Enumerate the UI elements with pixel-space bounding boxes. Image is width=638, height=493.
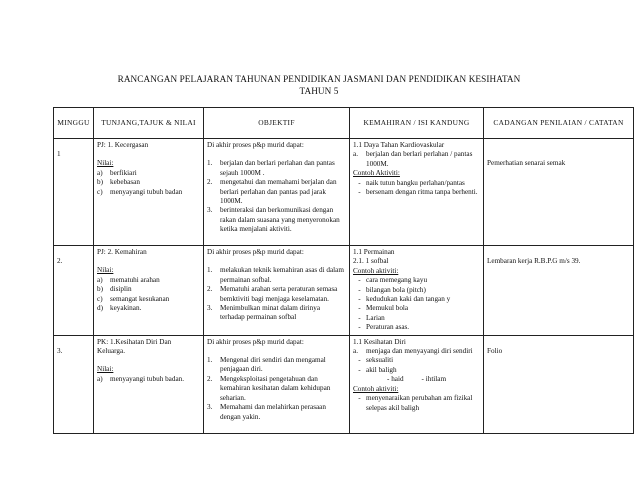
list-item: a. berjalan dan berlari perlahan / pantas 1000M. [353, 150, 473, 168]
kemahiran-cell [350, 335, 484, 433]
list-item: 1. Mengenal diri sendiri dan mengamal penjagaan diri. [207, 356, 326, 374]
tajuk-title: PJ: 2. Kemahiran [97, 248, 147, 256]
kemahiran-sub [353, 347, 480, 356]
list-item: b) kebebasan [97, 178, 140, 187]
title-line-1: RANCANGAN PELAJARAN TAHUNAN PENDIDIKAN JASMANI DAN PENDIDIKAN KESIHATAN [117, 74, 521, 84]
objektif-cell [204, 246, 350, 336]
haid-line: - haid - ihtilam [387, 375, 447, 384]
list-item: a) menyayangi tubuh badan. [97, 374, 185, 383]
list-item: - bilangan bola (pitch) [353, 286, 480, 295]
objektif-cell [204, 335, 350, 433]
contoh-label: Contoh Aktiviti: [353, 169, 400, 178]
contoh-pre-list [353, 356, 480, 375]
list-item: 3. Menimbulkan minat dalam dirinya terhadap permainan sofbal [207, 304, 321, 322]
header-kemahiran: KEMAHIRAN / ISI KANDUNG [350, 108, 484, 139]
penilaian-cell [484, 246, 634, 336]
nilai-label: Nilai: [97, 266, 114, 275]
contoh-list [353, 179, 480, 198]
penilaian-text: Lembaran kerja R.B.P.G m/s 39. [487, 257, 581, 265]
penilaian-text: Folio [487, 346, 503, 355]
list-item: a) berfikiari [97, 168, 137, 177]
header-row [54, 108, 634, 139]
tajuk-cell [94, 335, 204, 433]
objektif-cell [204, 139, 350, 246]
list-item: - Peraturan asas. [353, 323, 480, 332]
minggu-cell: 2. [54, 246, 94, 336]
list-item: a) mematuhi arahan [97, 275, 160, 284]
document-title [0, 73, 638, 97]
list-item: 2. mengetahui dan memahami berjalan dan berlari perlahan dan pantas pad jarak 1000M. [207, 178, 337, 206]
minggu-cell: 3. [54, 335, 94, 433]
title-line-2: TAHUN 5 [299, 86, 339, 96]
nilai-list [97, 169, 200, 197]
list-item: b) disiplin [97, 285, 132, 294]
penilaian-cell [484, 139, 634, 246]
objektif-intro: Di akhir proses p&p murid dapat: [207, 248, 304, 256]
header-minggu: MINGGU [54, 108, 94, 139]
minggu-cell: 1 [54, 139, 94, 246]
contoh-label: Contoh aktiviti: [353, 384, 399, 393]
list-item: - bersenam dengan ritma tanpa berhenti. [353, 188, 480, 197]
list-item: 1. berjalan dan berlari perlahan dan pantas sejauh 1000M . [207, 159, 335, 177]
table-row [54, 139, 634, 246]
tajuk-title: PK: 1.Kesihatan Diri Dan Keluarga. [97, 337, 172, 356]
nilai-list [97, 375, 200, 384]
tajuk-cell [94, 139, 204, 246]
list-item: 3. berinteraksi dan berkomunikasi dengan rakan dalam suasana yang menyeronokan ketika menjalani aktiviti. [207, 206, 340, 234]
list-item: 2. Mengeksploitasi pengetahuan dan kemahiran kesihatan dalam kehidupan seharian. [207, 374, 331, 402]
kemahiran-cell [350, 246, 484, 336]
header-objektif: OBJEKTIF [204, 108, 350, 139]
list-item: 1. melakukan teknik kemahiran asas di dalam permainan sofbal. [207, 266, 344, 284]
kemahiran-sub [353, 150, 480, 169]
list-item: - Larian [353, 314, 480, 323]
contoh-list [353, 276, 480, 332]
list-item: a. menjaga dan menyayangi diri sendiri [353, 347, 473, 356]
header-tunjang: TUNJANG,TAJUK & NILAI [94, 108, 204, 139]
objektif-list [207, 266, 346, 322]
objektif-list [207, 356, 346, 422]
contoh-label: Contoh aktiviti: [353, 266, 399, 275]
nilai-label: Nilai: [97, 159, 114, 168]
list-item: 3. Memahami dan melahirkan perasaan dengan yakin. [207, 403, 326, 421]
contoh-list [353, 394, 480, 413]
kemahiran-head-2: 2.1. 1 sofbal [353, 257, 389, 266]
nilai-list [97, 276, 200, 314]
kemahiran-head: 1.1 Kesihatan Diri [353, 337, 406, 346]
kemahiran-cell [350, 139, 484, 246]
kemahiran-head: 1.1 Daya Tahan Kardiovaskular [353, 141, 445, 149]
list-item: - naik tutun bangku perlahan/pantas [353, 179, 480, 188]
list-item: - kedudukan kaki dan tangan y [353, 295, 480, 304]
table-row [54, 335, 634, 433]
list-item: - cara memegang kayu [353, 276, 480, 285]
list-item: - Memukul bola [353, 304, 480, 313]
list-item: c) menyayangi tubuh badan [97, 187, 183, 196]
nilai-label: Nilai: [97, 365, 114, 374]
list-item: 2. Mematuhi arahan serta peraturan semasa bemktiviti bagi menjaga keselamatan. [207, 285, 338, 303]
tajuk-title: PJ: 1. Kecergasan [97, 141, 149, 149]
list-item: c) semangat kesukanan [97, 294, 170, 303]
list-item: d) keyakinan. [97, 304, 142, 313]
objektif-list [207, 159, 346, 234]
lesson-plan-table [53, 107, 634, 434]
penilaian-cell [484, 335, 634, 433]
list-item: - akil baligh [353, 366, 480, 375]
kemahiran-head: 1.1 Permainan [353, 248, 395, 256]
list-item: - menyenaraikan perubahan am fizikal selepas akil baligh [353, 394, 480, 413]
header-penilaian: CADANGAN PENILAIAN / CATATAN [484, 108, 634, 139]
list-item: - seksualiti [353, 356, 480, 365]
tajuk-cell [94, 246, 204, 336]
objektif-intro: Di akhir proses p&p murid dapat: [207, 337, 304, 346]
table-row [54, 246, 634, 336]
objektif-intro: Di akhir proses p&p murid dapat: [207, 141, 304, 149]
penilaian-text: Pemerhatian senarai semak [487, 159, 566, 167]
